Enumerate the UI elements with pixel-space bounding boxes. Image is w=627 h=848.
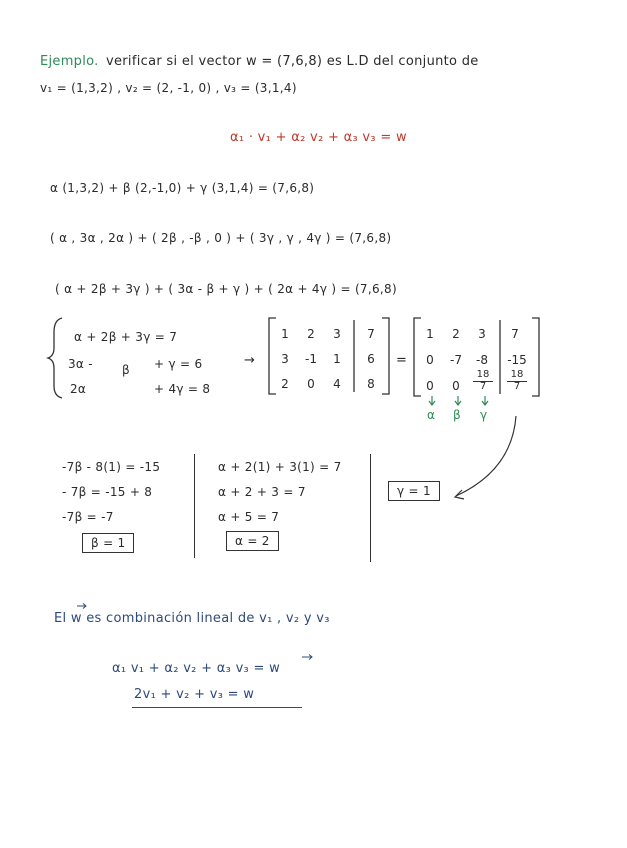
var-label-alpha: α <box>427 408 436 422</box>
matrix-b-cell: 1 <box>426 327 434 341</box>
system-eq-1: α + 2β + 3γ = 7 <box>74 330 178 344</box>
step-2: ( α , 3α , 2α ) + ( 2β , -β , 0 ) + ( 3γ , γ , 4γ ) = (7,6,8) <box>50 231 392 245</box>
matrix-a-cell: 1 <box>281 327 289 341</box>
matrix-b-aug: -15 <box>507 353 527 367</box>
solve-alpha-line-3: α + 5 = 7 <box>218 510 280 524</box>
gamma-result-box: γ = 1 <box>388 481 440 501</box>
fraction-denominator: 7 <box>479 380 487 392</box>
matrix-a-cell: -1 <box>305 352 317 366</box>
matrix-b-cell: 3 <box>478 327 486 341</box>
equals-sign: = <box>396 353 408 368</box>
matrix-b-cell: -7 <box>450 353 462 367</box>
matrix-a-cell: 3 <box>281 352 289 366</box>
matrix-b-cell: 0 <box>426 353 434 367</box>
system-eq-3-b: + 4γ = 8 <box>154 382 211 396</box>
example-label: Ejemplo. <box>40 54 99 69</box>
matrix-a-cell: 4 <box>333 377 341 391</box>
system-eq-3-a: 2α <box>70 382 87 396</box>
solve-alpha-line-2: α + 2 + 3 = 7 <box>218 485 306 499</box>
system-eq-2-c: + γ = 6 <box>154 357 203 371</box>
transform-arrow: → <box>244 353 256 368</box>
var-label-gamma: γ <box>480 408 488 422</box>
alpha-result-box: α = 2 <box>226 531 279 551</box>
conclusion-underline <box>132 707 302 708</box>
step-1: α (1,3,2) + β (2,-1,0) + γ (3,1,4) = (7,6,8) <box>50 181 315 195</box>
matrix-b-cell: -8 <box>476 353 488 367</box>
fraction-denominator: 7 <box>513 380 521 392</box>
system-eq-2-b: β <box>122 363 130 377</box>
beta-result-box: β = 1 <box>82 533 134 553</box>
matrix-a-aug: 8 <box>367 377 375 391</box>
var-label-beta: β <box>453 408 461 422</box>
conclusion-line-2: 2v₁ + v₂ + v₃ = w <box>134 687 255 702</box>
step-3: ( α + 2β + 3γ ) + ( 3α - β + γ ) + ( 2α + 4γ ) = (7,6,8) <box>55 282 397 296</box>
matrix-a-cell: 2 <box>281 377 289 391</box>
conclusion-text: El w es combinación lineal de v₁ , v₂ y v₃ <box>54 611 330 626</box>
matrix-a-aug: 6 <box>367 352 375 366</box>
solve-beta-line-2: - 7β = -15 + 8 <box>62 485 153 499</box>
system-eq-2-a: 3α - <box>68 357 93 371</box>
solve-beta-line-3: -7β = -7 <box>62 510 114 524</box>
matrix-b-aug: 7 <box>511 327 519 341</box>
matrix-b-cell: 0 <box>452 379 460 393</box>
vectors-definition: v₁ = (1,3,2) , v₂ = (2, -1, 0) , v₃ = (3,1,4) <box>40 81 297 95</box>
matrix-b-cell: 0 <box>426 379 434 393</box>
solve-beta-line-1: -7β - 8(1) = -15 <box>62 460 161 474</box>
matrix-a-cell: 1 <box>333 352 341 366</box>
linear-combination-equation: α₁ · v₁ + α₂ v₂ + α₃ v₃ = w <box>230 130 407 145</box>
intro-text: verificar si el vector w = (7,6,8) es L.D del conjunto de <box>106 54 479 69</box>
matrix-a-cell: 3 <box>333 327 341 341</box>
matrix-a-cell: 0 <box>307 377 315 391</box>
matrix-a-aug: 7 <box>367 327 375 341</box>
matrix-a-cell: 2 <box>307 327 315 341</box>
solve-alpha-line-1: α + 2(1) + 3(1) = 7 <box>218 460 342 474</box>
matrix-b-cell: 2 <box>452 327 460 341</box>
fraction-numerator: 18 <box>473 370 493 382</box>
conclusion-line-1: α₁ v₁ + α₂ v₂ + α₃ v₃ = w <box>112 661 281 676</box>
fraction-numerator: 18 <box>507 370 527 382</box>
